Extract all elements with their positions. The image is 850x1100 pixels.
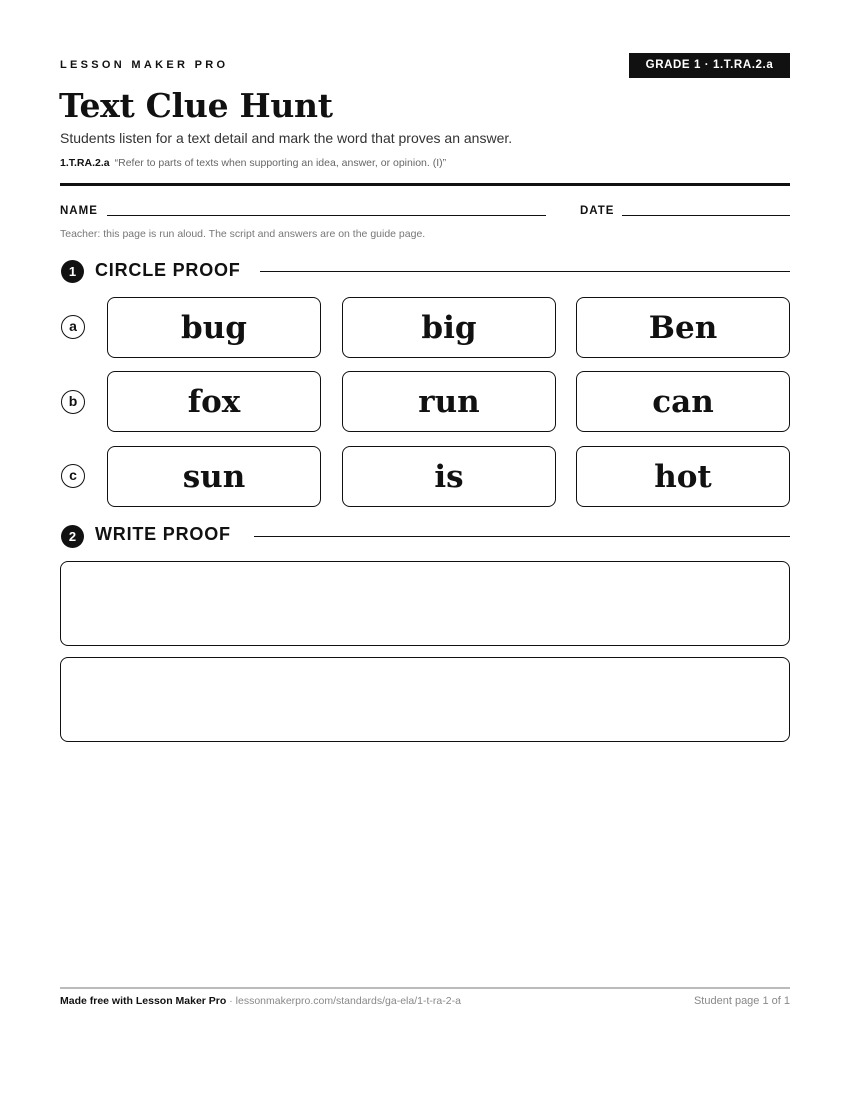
word-text: is bbox=[434, 458, 464, 495]
section-divider bbox=[260, 271, 790, 272]
word-box[interactable] bbox=[107, 297, 321, 358]
word-text: fox bbox=[187, 383, 241, 420]
word-box[interactable] bbox=[342, 297, 556, 358]
word-box[interactable] bbox=[576, 297, 790, 358]
footer-divider bbox=[60, 987, 790, 989]
write-answer-box-2[interactable] bbox=[60, 657, 790, 742]
page-title: Text Clue Hunt bbox=[59, 86, 333, 125]
teacher-note: Teacher: this page is run aloud. The script and answers are on the guide page. bbox=[60, 228, 426, 240]
name-field[interactable] bbox=[107, 215, 546, 216]
word-text: run bbox=[418, 383, 480, 420]
standard-line bbox=[60, 157, 446, 169]
word-text: can bbox=[652, 383, 714, 420]
word-text: Ben bbox=[648, 309, 718, 346]
footer-url: · lessonmakerpro.com/standards/ga-ela/1-t-ra-2-a bbox=[226, 995, 461, 1007]
section-title-write-proof: WRITE PROOF bbox=[95, 524, 231, 544]
standard-code: 1.T.RA.2.a bbox=[60, 157, 110, 169]
word-text: sun bbox=[182, 458, 246, 495]
page-subtitle: Students listen for a text detail and mark the word that proves an answer. bbox=[60, 130, 513, 146]
section-divider bbox=[254, 536, 790, 537]
footer-page-label: Student page 1 of 1 bbox=[693, 995, 790, 1007]
name-label: NAME bbox=[60, 205, 98, 217]
write-answer-box-1[interactable] bbox=[60, 561, 790, 646]
standard-text: “Refer to parts of texts when supporting an idea, answer, or opinion. (I)” bbox=[114, 157, 447, 169]
header-divider bbox=[60, 183, 790, 186]
word-box[interactable] bbox=[107, 446, 321, 507]
footer-made-with: Made free with Lesson Maker Pro bbox=[60, 995, 227, 1007]
footer-credit bbox=[60, 995, 461, 1007]
section-title-circle-proof: CIRCLE PROOF bbox=[95, 260, 241, 280]
row-letter-a: a bbox=[61, 315, 85, 339]
date-field[interactable] bbox=[622, 215, 790, 216]
word-box[interactable] bbox=[107, 371, 321, 432]
word-text: bug bbox=[181, 309, 247, 346]
row-letter-c: c bbox=[61, 464, 85, 488]
word-box[interactable] bbox=[342, 446, 556, 507]
brand-name: LESSON MAKER PRO bbox=[60, 59, 229, 71]
date-label: DATE bbox=[580, 205, 615, 217]
word-box[interactable] bbox=[342, 371, 556, 432]
section-number-badge: 2 bbox=[61, 525, 84, 548]
word-text: big bbox=[421, 309, 477, 346]
word-box[interactable] bbox=[576, 371, 790, 432]
section-number-badge: 1 bbox=[61, 260, 84, 283]
grade-badge: GRADE 1 · 1.T.RA.2.a bbox=[629, 53, 790, 78]
word-box[interactable] bbox=[576, 446, 790, 507]
word-text: hot bbox=[654, 458, 712, 495]
row-letter-b: b bbox=[61, 390, 85, 414]
